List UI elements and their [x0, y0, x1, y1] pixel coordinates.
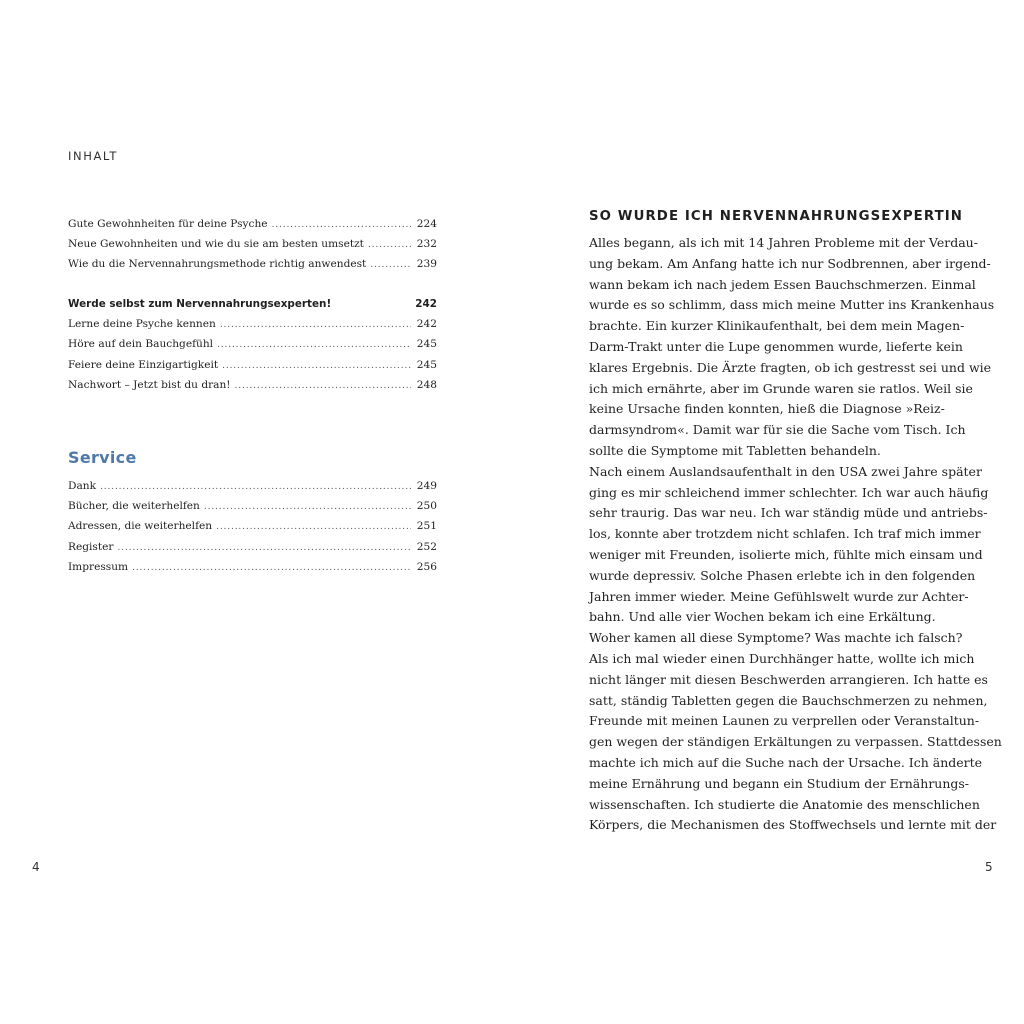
toc-entry[interactable] [68, 254, 437, 274]
toc-entry-page: 239 [416, 258, 437, 271]
toc-entry-page: 251 [416, 520, 437, 533]
leader-dots [222, 356, 411, 376]
body-line: sehr traurig. Das war neu. Ich war ständig müde und antriebs- [589, 505, 988, 521]
toc-entry[interactable] [68, 234, 437, 254]
toc-entry-label: Impressum [68, 560, 129, 573]
article-body [589, 233, 1002, 836]
toc-entry-page: 252 [416, 540, 437, 553]
toc-entry-page: 245 [416, 358, 437, 371]
toc-chapter-heading[interactable] [68, 294, 437, 314]
page-number-left: 4 [32, 860, 40, 874]
leader-dots [204, 497, 411, 517]
toc-entry-label: Wie du die Nervennahrungsmethode richtig anwendest [68, 258, 367, 271]
toc-chapter-page: 242 [415, 298, 437, 310]
body-line: gen wegen der ständigen Erkältungen zu verpassen. Stattdessen [589, 734, 1002, 750]
toc-entry-label: Register [68, 540, 114, 553]
toc-entry-label: Adressen, die weiterhelfen [68, 520, 213, 533]
toc-group-2 [68, 294, 437, 395]
leader-dots [370, 255, 411, 275]
toc-entry[interactable] [68, 314, 437, 334]
leader-dots [368, 235, 411, 255]
body-line: wurde depressiv. Solche Phasen erlebte ich in den folgenden [589, 567, 976, 583]
article-title: SO WURDE ICH NERVENNAHRUNGSEXPERTIN [589, 209, 964, 224]
body-line: Nach einem Auslandsaufenthalt in den USA zwei Jahre später [589, 463, 982, 479]
body-line: meine Ernährung und begann ein Studium der Ernährungs- [589, 775, 970, 791]
body-line: los, konnte aber trotzdem nicht schlafen. Ich traf mich immer [589, 526, 981, 542]
toc-entry-label: Dank [68, 480, 97, 492]
toc-entry-label: Bücher, die weiterhelfen [68, 500, 200, 513]
body-line: Als ich mal wieder einen Durchhänger hatte, wollte ich mich [589, 650, 975, 666]
body-line: nicht länger mit diesen Beschwerden arrangieren. Ich hatte es [589, 671, 988, 687]
body-line: klares Ergebnis. Die Ärzte fragten, ob ich gestresst sei und wie [589, 359, 992, 375]
leader-dots [220, 315, 411, 335]
toc-entry[interactable] [68, 557, 437, 577]
leader-dots [132, 558, 411, 578]
toc-entry-page: 248 [416, 378, 437, 391]
toc-entry[interactable] [68, 355, 437, 375]
body-line: Darm-Trakt unter die Lupe genommen wurde, lieferte kein [589, 338, 963, 354]
toc-entry-label: Feiere deine Einzigartigkeit [68, 358, 219, 371]
body-line: darmsyndrom«. Damit war für sie die Sache vom Tisch. Ich [589, 422, 966, 438]
body-line: machte ich mich auf die Suche nach der Ursache. Ich änderte [589, 754, 983, 770]
body-line: bahn. Und alle vier Wochen bekam ich eine Erkältung. [589, 609, 936, 625]
toc-entry-label: Nachwort – Jetzt bist du dran! [68, 378, 231, 391]
toc-entry[interactable] [68, 476, 437, 496]
body-line: ung bekam. Am Anfang hatte ich nur Sodbrennen, aber irgend- [589, 255, 991, 271]
leader-dots [216, 517, 411, 537]
body-line: weniger mit Freunden, isolierte mich, fühlte mich einsam und [589, 546, 983, 562]
body-line: Körpers, die Mechanismen des Stoffwechsels und lernte mit der [589, 817, 997, 833]
toc-entry-label: Gute Gewohnheiten für deine Psyche [68, 218, 268, 230]
section-label: INHALT [68, 149, 118, 163]
toc-entry-label: Höre auf dein Bauchgefühl [68, 338, 214, 351]
body-line: Jahren immer wieder. Meine Gefühlswelt wurde zur Achter- [589, 588, 969, 604]
service-heading: Service [68, 448, 137, 467]
toc-entry-page: 242 [416, 318, 437, 331]
toc-entry[interactable] [68, 334, 437, 354]
body-line: wann bekam ich nach jedem Essen Bauchschmerzen. Einmal [589, 276, 976, 292]
body-line: Freunde mit meinen Launen zu verprellen oder Veranstaltun- [589, 713, 980, 729]
toc-entry-page: 224 [416, 218, 437, 230]
body-line: Woher kamen all diese Symptome? Was machte ich falsch? [589, 630, 963, 646]
body-line: brachte. Ein kurzer Klinikaufenthalt, bei dem mein Magen- [589, 318, 965, 334]
toc-entry-page: 250 [416, 500, 437, 513]
body-line: Alles begann, als ich mit 14 Jahren Probleme mit der Verdau- [589, 235, 978, 250]
leader-dots [117, 538, 411, 558]
body-line: keine Ursache finden konnten, hieß die Diagnose »Reiz- [589, 401, 945, 417]
leader-dots [100, 477, 411, 497]
body-line: satt, ständig Tabletten gegen die Bauchschmerzen zu nehmen, [589, 692, 988, 708]
toc-entry-page: 256 [416, 560, 437, 573]
toc-entry[interactable] [68, 537, 437, 557]
toc-entry[interactable] [68, 214, 437, 234]
toc-entry-label: Lerne deine Psyche kennen [68, 318, 216, 331]
right-page [512, 0, 1024, 1024]
toc-entry-label: Neue Gewohnheiten und wie du sie am besten umsetzt [68, 238, 364, 251]
toc-entry-page: 249 [416, 480, 437, 492]
toc-chapter-label: Werde selbst zum Nervennahrungsexperten! [68, 298, 332, 310]
body-line: ging es mir schleichend immer schlechter. Ich war auch häufig [589, 484, 989, 500]
toc-entry[interactable] [68, 496, 437, 516]
body-line: wurde es so schlimm, dass mich meine Mutter ins Krankenhaus [589, 297, 995, 313]
toc-entry-page: 232 [416, 238, 437, 251]
body-line: wissenschaften. Ich studierte die Anatomie des menschlichen [589, 796, 980, 812]
toc-group-1 [68, 214, 437, 275]
leader-dots [272, 215, 411, 235]
body-line: sollte die Symptome mit Tabletten behandeln. [589, 442, 881, 458]
toc-entry-page: 245 [416, 338, 437, 351]
leader-dots [217, 335, 411, 355]
toc-entry[interactable] [68, 375, 437, 395]
page-number-right: 5 [985, 860, 993, 874]
body-line: ich mich ernährte, aber im Grunde waren sie ratlos. Weil sie [589, 380, 973, 396]
service-list [68, 476, 437, 577]
toc-entry[interactable] [68, 516, 437, 536]
leader-dots [235, 376, 411, 396]
